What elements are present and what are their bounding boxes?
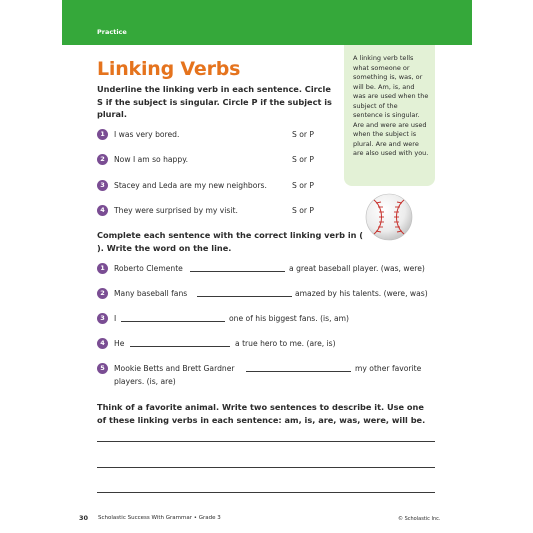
- page-title: Linking Verbs: [97, 58, 241, 80]
- answer-line[interactable]: [190, 271, 285, 272]
- copyright: © Scholastic Inc.: [398, 516, 441, 522]
- sentence-start: Roberto Clemente: [114, 264, 183, 273]
- item-number: 4: [97, 338, 108, 349]
- writing-line[interactable]: [97, 467, 435, 468]
- choice-s-or-p[interactable]: S or P: [292, 181, 314, 190]
- sentence: They were surprised by my visit.: [114, 206, 238, 215]
- instructions-part-1: [97, 83, 337, 121]
- instructions-part-1-text: Underline the linking verb in each sentence. Circle S if the subject is singular. Circle P if the subject is plural.: [97, 84, 332, 119]
- item-number: 3: [97, 313, 108, 324]
- item-number: 1: [97, 129, 108, 140]
- instructions-part-2-text: Complete each sentence with the correct linking verb in ( ). Write the word on the line.: [97, 230, 364, 253]
- sentence: I was very bored.: [114, 130, 180, 139]
- sentence-start: I: [114, 314, 117, 323]
- item-number: 2: [97, 154, 108, 165]
- sentence-start: He: [114, 339, 125, 348]
- answer-line[interactable]: [130, 346, 230, 347]
- sentence-start: Mookie Betts and Brett Gardner: [114, 364, 235, 373]
- sentence-start: Many baseball fans: [114, 289, 188, 298]
- writing-line[interactable]: [97, 492, 435, 493]
- sentence: Now I am so happy.: [114, 155, 189, 164]
- instructions-part-3: [97, 401, 435, 426]
- answer-line[interactable]: [246, 371, 351, 372]
- sentence: Stacey and Leda are my new neighbors.: [114, 181, 267, 190]
- sentence-end: amazed by his talents. (were, was): [295, 289, 428, 298]
- writing-line[interactable]: [97, 441, 435, 442]
- sentence-end: a great baseball player. (was, were): [289, 264, 425, 273]
- sentence-continuation: players. (is, are): [114, 377, 176, 386]
- definition-text: A linking verb tells what someone or something is, was, or will be. Am, is, and was are used when the subject of the sentence is singular. Are and were are used when the subject is plural. Are and were are also used with you.: [353, 54, 429, 157]
- header-band: [62, 0, 472, 45]
- instructions-part-3-text: Think of a favorite animal. Write two sentences to describe it. Use one of these linking verbs in each sentence: am, is, are, was, were, will be.: [97, 402, 426, 425]
- book-title: Scholastic Success With Grammar • Grade 3: [98, 515, 221, 521]
- item-number: 4: [97, 205, 108, 216]
- item-number: 3: [97, 180, 108, 191]
- sentence-end: my other favorite: [355, 364, 422, 373]
- item-number: 2: [97, 288, 108, 299]
- item-number: 5: [97, 363, 108, 374]
- answer-line[interactable]: [121, 321, 225, 322]
- item-number: 1: [97, 263, 108, 274]
- baseball-icon: [364, 192, 414, 242]
- answer-line[interactable]: [197, 296, 292, 297]
- choice-s-or-p[interactable]: S or P: [292, 155, 314, 164]
- section-label: Practice: [97, 28, 127, 36]
- instructions-part-2: [97, 229, 367, 254]
- sentence-end: one of his biggest fans. (is, am): [229, 314, 349, 323]
- page-number: 30: [79, 514, 89, 522]
- sentence-end: a true hero to me. (are, is): [235, 339, 336, 348]
- choice-s-or-p[interactable]: S or P: [292, 130, 314, 139]
- choice-s-or-p[interactable]: S or P: [292, 206, 314, 215]
